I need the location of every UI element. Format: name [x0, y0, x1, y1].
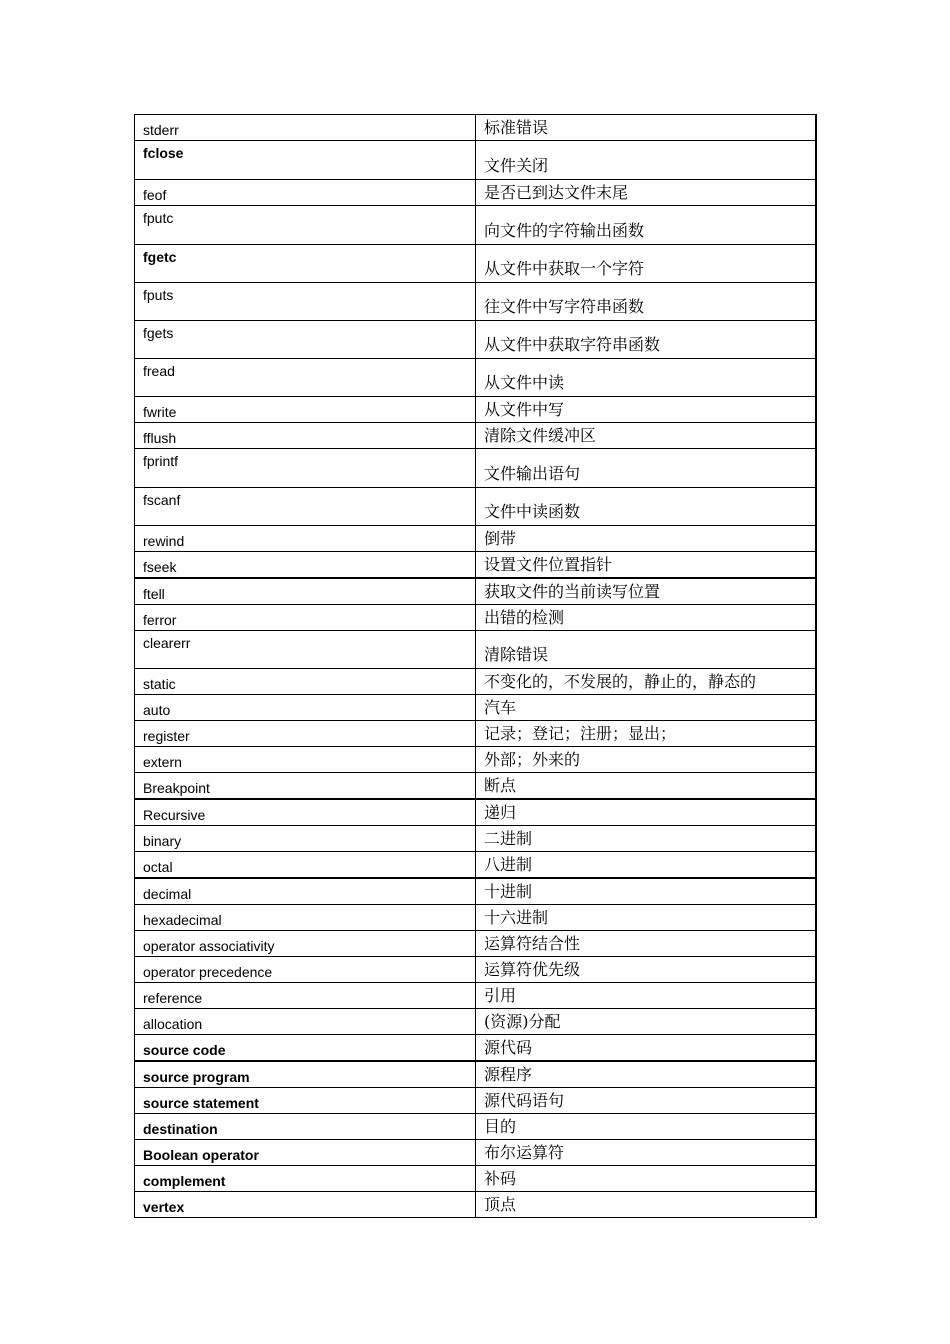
- meaning-cell: 源程序: [476, 1061, 817, 1088]
- table-row: [135, 1166, 817, 1192]
- meaning-cell: 十六进制: [476, 905, 817, 931]
- term-cell: Recursive: [135, 799, 476, 826]
- term-cell: reference: [135, 983, 476, 1009]
- table-row: [135, 931, 817, 957]
- table-row: [135, 631, 817, 669]
- table-row: [135, 605, 817, 631]
- table-row: [135, 180, 817, 206]
- term-cell: source code: [135, 1035, 476, 1062]
- term-cell: fflush: [135, 423, 476, 449]
- table-row: [135, 206, 817, 245]
- table-row: [135, 449, 817, 488]
- table-row: [135, 1140, 817, 1166]
- meaning-cell: 汽车: [476, 695, 817, 721]
- table-row: [135, 1088, 817, 1114]
- table-row: [135, 721, 817, 747]
- meaning-cell: 设置文件位置指针: [476, 552, 817, 579]
- meaning-cell: 倒带: [476, 526, 817, 552]
- table-row: [135, 799, 817, 826]
- term-cell: fgets: [135, 321, 476, 359]
- meaning-cell: 清除错误: [476, 631, 817, 669]
- glossary-table: [134, 114, 817, 1218]
- term-cell: source program: [135, 1061, 476, 1088]
- meaning-cell: 文件中读函数: [476, 488, 817, 526]
- table-row: [135, 359, 817, 397]
- meaning-cell: 从文件中写: [476, 397, 817, 423]
- term-cell: hexadecimal: [135, 905, 476, 931]
- meaning-cell: 源代码语句: [476, 1088, 817, 1114]
- meaning-cell: 清除文件缓冲区: [476, 423, 817, 449]
- meaning-cell: 从文件中读: [476, 359, 817, 397]
- meaning-cell: 二进制: [476, 826, 817, 852]
- meaning-cell: 外部；外来的: [476, 747, 817, 773]
- term-cell: source statement: [135, 1088, 476, 1114]
- term-cell: binary: [135, 826, 476, 852]
- term-cell: complement: [135, 1166, 476, 1192]
- term-cell: fscanf: [135, 488, 476, 526]
- term-cell: operator associativity: [135, 931, 476, 957]
- table-row: [135, 1192, 817, 1218]
- meaning-cell: 标准错误: [476, 115, 817, 141]
- term-cell: fclose: [135, 141, 476, 180]
- term-cell: fprintf: [135, 449, 476, 488]
- table-row: [135, 852, 817, 879]
- meaning-cell: (资源)分配: [476, 1009, 817, 1035]
- term-cell: Boolean operator: [135, 1140, 476, 1166]
- table-row: [135, 669, 817, 695]
- table-row: [135, 423, 817, 449]
- meaning-cell: 目的: [476, 1114, 817, 1140]
- term-cell: fread: [135, 359, 476, 397]
- meaning-cell: 源代码: [476, 1035, 817, 1062]
- meaning-cell: 从文件中获取字符串函数: [476, 321, 817, 359]
- meaning-cell: 运算符优先级: [476, 957, 817, 983]
- meaning-cell: 十进制: [476, 878, 817, 905]
- meaning-cell: 八进制: [476, 852, 817, 879]
- table-row: [135, 115, 817, 141]
- table-row: [135, 488, 817, 526]
- table-row: [135, 526, 817, 552]
- term-cell: fseek: [135, 552, 476, 579]
- term-cell: register: [135, 721, 476, 747]
- meaning-cell: 布尔运算符: [476, 1140, 817, 1166]
- term-cell: Breakpoint: [135, 773, 476, 800]
- table-row: [135, 957, 817, 983]
- meaning-cell: 补码: [476, 1166, 817, 1192]
- table-row: [135, 1009, 817, 1035]
- term-cell: fputs: [135, 283, 476, 321]
- meaning-cell: 文件关闭: [476, 141, 817, 180]
- table-row: [135, 1061, 817, 1088]
- meaning-cell: 往文件中写字符串函数: [476, 283, 817, 321]
- term-cell: rewind: [135, 526, 476, 552]
- meaning-cell: 记录；登记；注册；显出；: [476, 721, 817, 747]
- table-row: [135, 747, 817, 773]
- term-cell: feof: [135, 180, 476, 206]
- term-cell: extern: [135, 747, 476, 773]
- term-cell: static: [135, 669, 476, 695]
- term-cell: auto: [135, 695, 476, 721]
- term-cell: fputc: [135, 206, 476, 245]
- table-row: [135, 1114, 817, 1140]
- meaning-cell: 向文件的字符输出函数: [476, 206, 817, 245]
- term-cell: allocation: [135, 1009, 476, 1035]
- meaning-cell: 顶点: [476, 1192, 817, 1218]
- term-cell: ferror: [135, 605, 476, 631]
- term-cell: stderr: [135, 115, 476, 141]
- table-row: [135, 283, 817, 321]
- term-cell: fgetc: [135, 245, 476, 283]
- meaning-cell: 运算符结合性: [476, 931, 817, 957]
- table-row: [135, 826, 817, 852]
- term-cell: octal: [135, 852, 476, 879]
- term-cell: operator precedence: [135, 957, 476, 983]
- term-cell: vertex: [135, 1192, 476, 1218]
- meaning-cell: 出错的检测: [476, 605, 817, 631]
- meaning-cell: 不变化的，不发展的，静止的，静态的: [476, 669, 817, 695]
- table-row: [135, 905, 817, 931]
- table-row: [135, 245, 817, 283]
- meaning-cell: 从文件中获取一个字符: [476, 245, 817, 283]
- table-row: [135, 878, 817, 905]
- table-row: [135, 695, 817, 721]
- meaning-cell: 是否已到达文件末尾: [476, 180, 817, 206]
- meaning-cell: 引用: [476, 983, 817, 1009]
- term-cell: clearerr: [135, 631, 476, 669]
- table-row: [135, 773, 817, 800]
- meaning-cell: 获取文件的当前读写位置: [476, 578, 817, 605]
- term-cell: destination: [135, 1114, 476, 1140]
- table-row: [135, 141, 817, 180]
- term-cell: fwrite: [135, 397, 476, 423]
- table-row: [135, 578, 817, 605]
- meaning-cell: 文件输出语句: [476, 449, 817, 488]
- table-row: [135, 1035, 817, 1062]
- meaning-cell: 递归: [476, 799, 817, 826]
- table-row: [135, 397, 817, 423]
- term-cell: decimal: [135, 878, 476, 905]
- table-row: [135, 321, 817, 359]
- meaning-cell: 断点: [476, 773, 817, 800]
- table-row: [135, 983, 817, 1009]
- table-row: [135, 552, 817, 579]
- term-cell: ftell: [135, 578, 476, 605]
- glossary-body: [135, 115, 817, 1218]
